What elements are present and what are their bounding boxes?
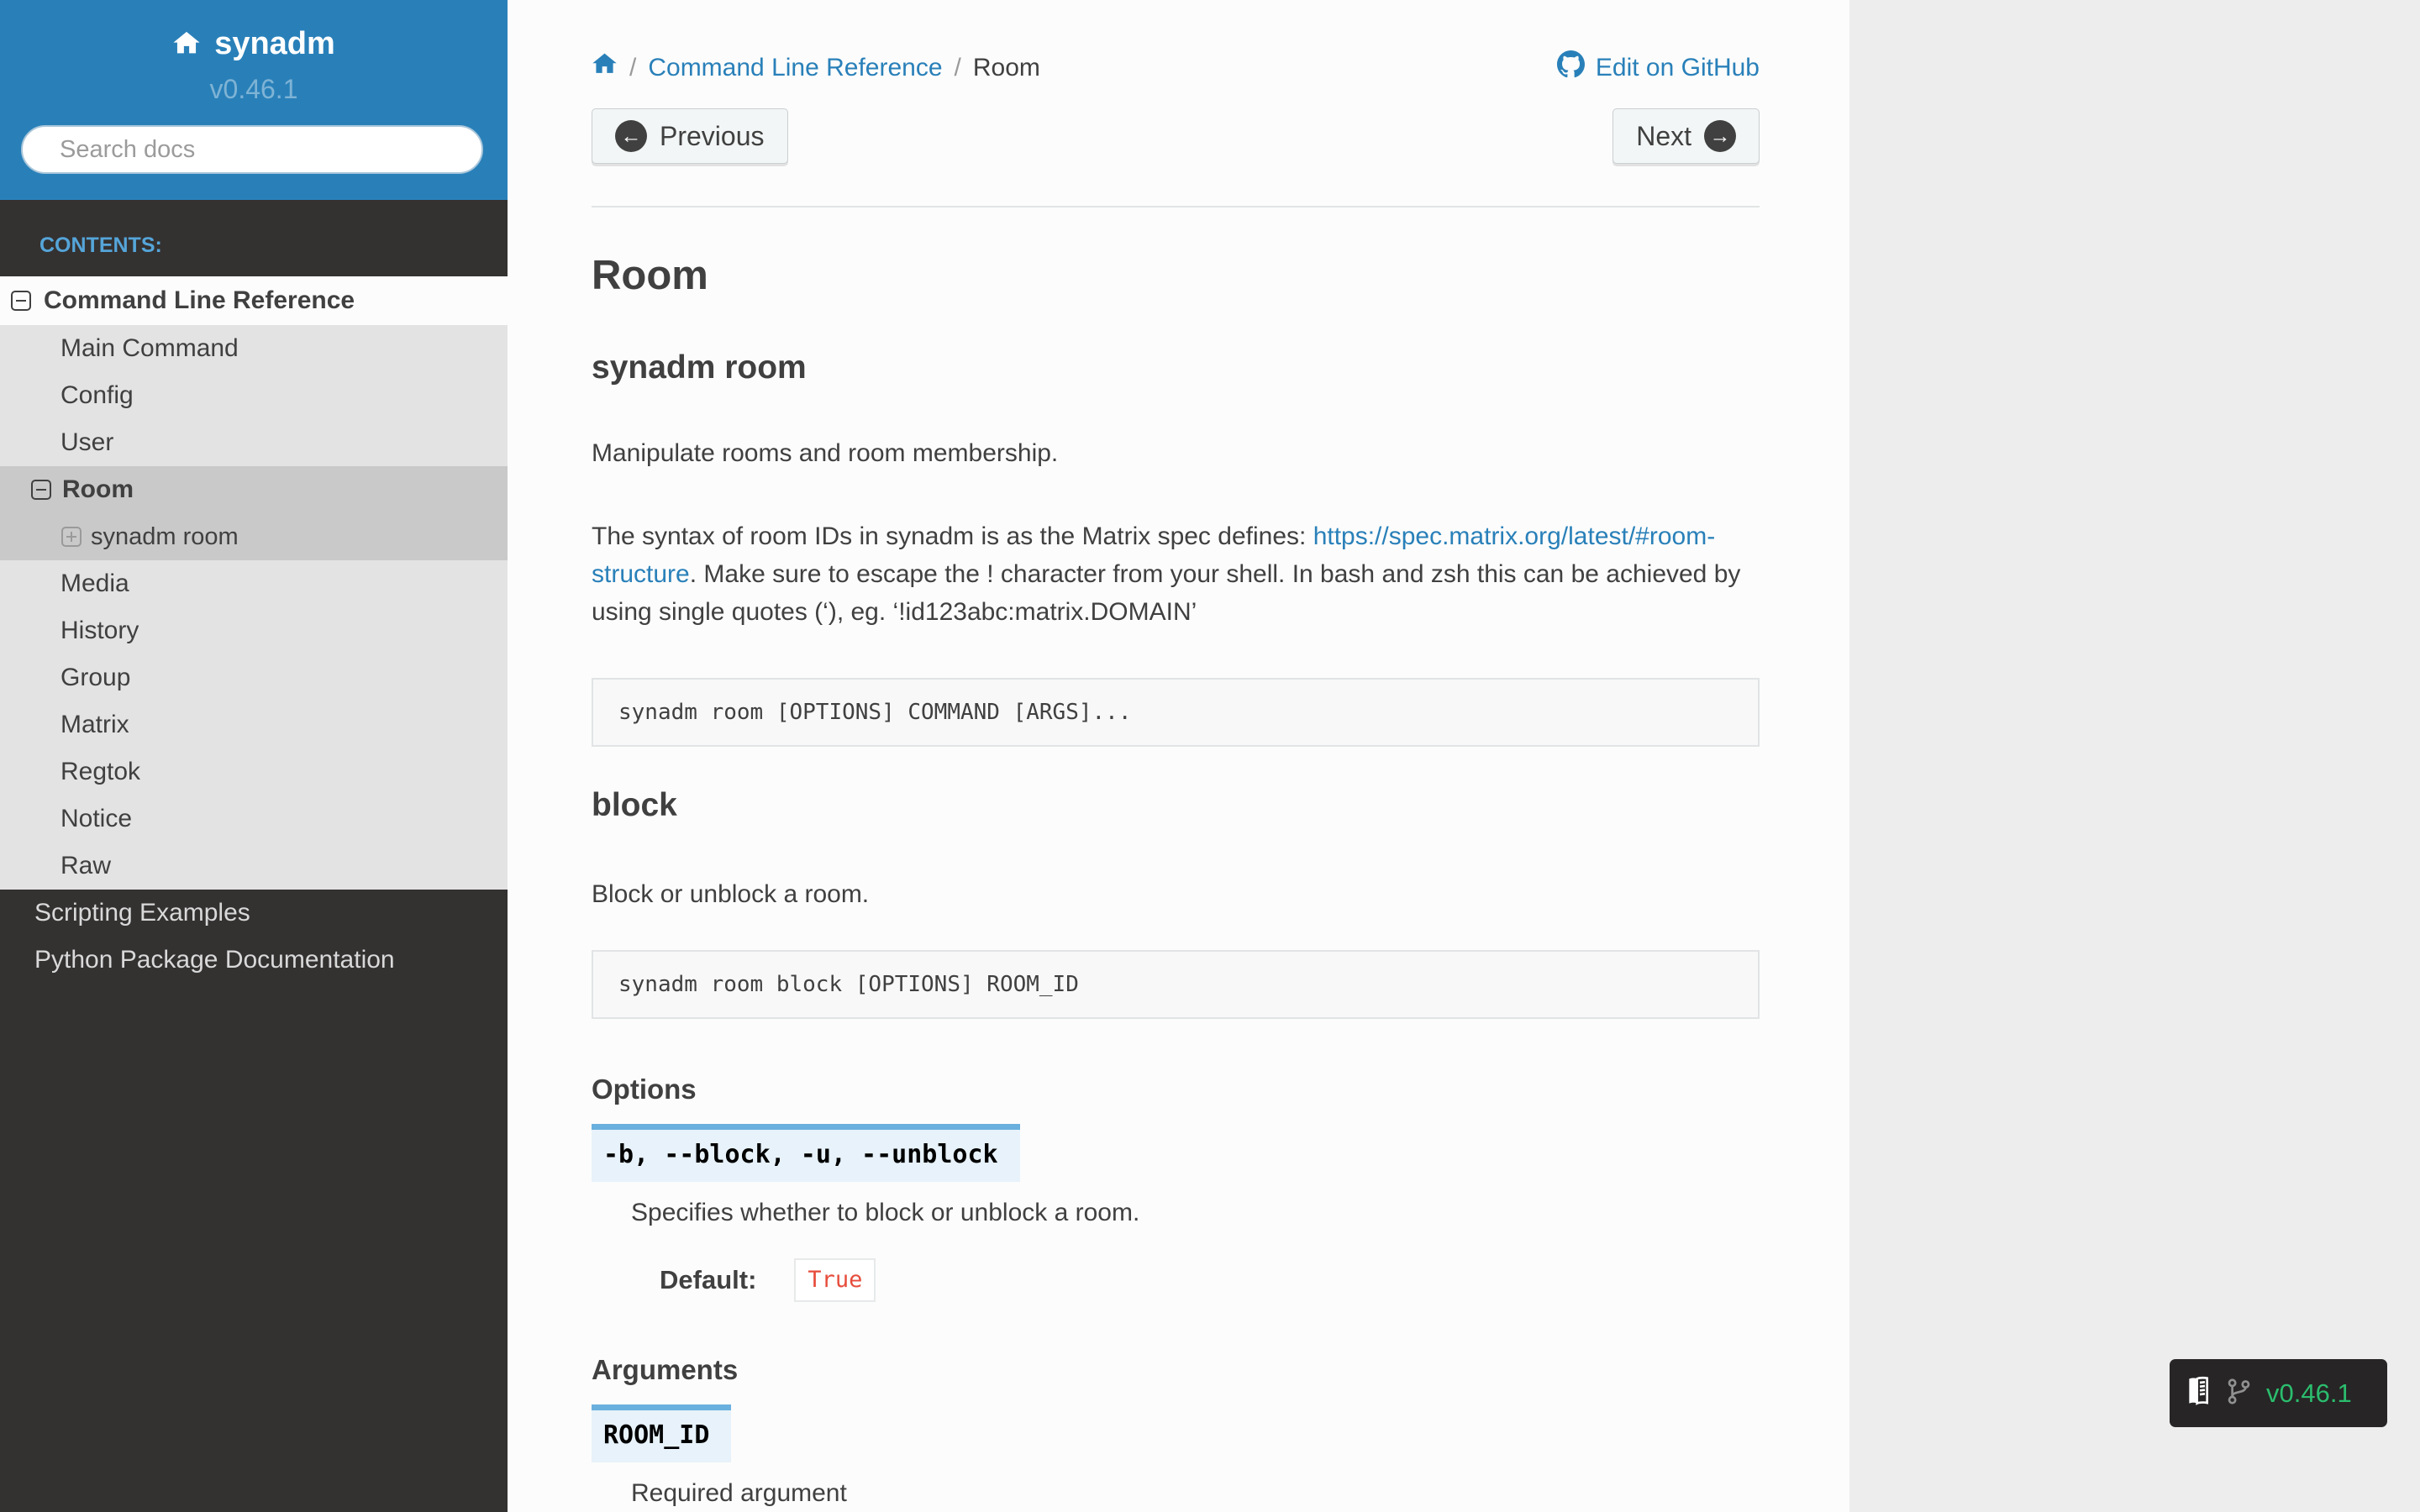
breadcrumb	[592, 0, 1760, 85]
breadcrumb-separator: /	[954, 53, 961, 81]
next-label: Next	[1636, 120, 1691, 151]
usage-code-block: synadm room [OPTIONS] COMMAND [ARGS]...	[592, 678, 1760, 747]
sidebar-item-label: Regtok	[60, 758, 141, 785]
block-usage-code-block: synadm room block [OPTIONS] ROOM_ID	[592, 950, 1760, 1019]
arrow-circle-left-icon: ←	[615, 120, 647, 152]
sidebar-caption: CONTENTS:	[39, 234, 162, 257]
sidebar-item-label: User	[60, 428, 114, 456]
sidebar-item-scripting-examples[interactable]	[0, 890, 508, 937]
option-default-line	[660, 1258, 1760, 1302]
expand-icon[interactable]	[61, 527, 82, 547]
sidebar-item-label: Matrix	[60, 711, 129, 738]
pager	[592, 108, 1760, 164]
sidebar-item-label: Media	[60, 570, 129, 597]
sidebar-item-label: Scripting Examples	[34, 899, 250, 927]
project-home-link[interactable]	[0, 25, 508, 62]
sidebar-item-main-command[interactable]	[0, 325, 508, 372]
default-value: True	[794, 1258, 876, 1302]
sidebar-item-media[interactable]	[0, 560, 508, 607]
breadcrumb-current: Room	[972, 53, 1040, 81]
sidebar-item-history[interactable]	[0, 607, 508, 654]
sidebar-item-label: Group	[60, 664, 131, 691]
sidebar-item-label: History	[60, 617, 139, 644]
sidebar-item-label: Command Line Reference	[44, 286, 355, 314]
sidebar-current-section	[0, 466, 508, 560]
collapse-icon[interactable]	[11, 291, 31, 311]
divider	[592, 206, 1760, 207]
sidebar-item-label: Python Package Documentation	[34, 946, 395, 974]
sidebar-item-python-package-documentation[interactable]	[0, 937, 508, 984]
breadcrumb-section-link[interactable]: Command Line Reference	[648, 53, 943, 81]
sidebar-item-label: synadm room	[91, 522, 239, 550]
sidebar-item-room[interactable]	[0, 466, 508, 513]
sidebar-item-regtok[interactable]	[0, 748, 508, 795]
intro-paragraph: Manipulate rooms and room membership.	[592, 439, 1059, 467]
git-branch-icon	[2228, 1378, 2250, 1410]
home-icon	[592, 51, 618, 84]
arguments-rubric: Arguments	[592, 1354, 739, 1385]
sidebar-item-notice[interactable]	[0, 795, 508, 843]
page-title: Room	[592, 253, 708, 298]
syntax-text-before: The syntax of room IDs in synadm is as the Matrix spec defines:	[592, 522, 1313, 550]
sidebar-item-label: Room	[62, 475, 134, 503]
sidebar-item-synadm-room[interactable]	[0, 513, 508, 560]
search-input[interactable]	[21, 125, 483, 174]
previous-label: Previous	[660, 120, 765, 151]
sidebar-item-config[interactable]	[0, 372, 508, 419]
breadcrumb-home-link[interactable]	[592, 51, 618, 84]
sidebar-item-raw[interactable]	[0, 843, 508, 890]
github-icon	[1557, 50, 1585, 85]
options-rubric: Options	[592, 1074, 697, 1105]
argument-help-text: Required argument	[631, 1479, 847, 1507]
matrix-spec-link-part1: https://spec.matrix.org/	[1313, 522, 1569, 550]
sidebar-subsection	[0, 325, 508, 890]
sidebar-item-command-line-reference[interactable]	[0, 276, 508, 325]
option-help-text: Specifies whether to block or unblock a room.	[631, 1199, 1140, 1226]
collapse-icon[interactable]	[31, 480, 51, 500]
sidebar-version: v0.46.1	[209, 74, 298, 104]
block-description: Block or unblock a room.	[592, 880, 870, 908]
next-button[interactable]	[1612, 108, 1760, 164]
syntax-paragraph	[592, 517, 1760, 631]
sidebar-item-group[interactable]	[0, 654, 508, 701]
sidebar-header	[0, 0, 508, 200]
arrow-circle-right-icon: →	[1704, 120, 1736, 152]
section-heading-synadm-room: synadm room	[592, 349, 807, 386]
edit-on-github-label: Edit on GitHub	[1595, 53, 1760, 81]
readthedocs-version-flyout[interactable]	[2170, 1359, 2387, 1427]
default-label: Default:	[660, 1265, 757, 1294]
sidebar	[0, 0, 508, 1512]
project-title: synadm	[214, 26, 335, 61]
book-icon	[2185, 1375, 2212, 1411]
option-flags-definition: -b, --block, -u, --unblock	[592, 1124, 1020, 1182]
sidebar-item-label: Main Command	[60, 334, 239, 362]
sidebar-item-label: Raw	[60, 852, 112, 879]
argument-name-definition: ROOM_ID	[592, 1404, 731, 1462]
syntax-text-after: . Make sure to escape the ! character from your shell. In bash and zsh this can be achieved by using single quotes (‘), eg. ‘!id123abc:matrix.DOMAIN’	[592, 560, 1741, 626]
previous-button[interactable]	[592, 108, 788, 164]
home-icon	[172, 29, 201, 58]
section-heading-block: block	[592, 787, 677, 823]
sidebar-item-label: Notice	[60, 805, 133, 832]
sidebar-item-label: Config	[60, 381, 134, 409]
flyout-version-label: v0.46.1	[2266, 1378, 2352, 1408]
sidebar-item-matrix[interactable]	[0, 701, 508, 748]
matrix-spec-link-part2: latest/#room-structure	[592, 522, 1716, 588]
main-content	[508, 0, 1849, 1512]
sidebar-item-user[interactable]	[0, 419, 508, 466]
breadcrumb-separator: /	[629, 53, 637, 81]
edit-on-github-link[interactable]	[1557, 50, 1760, 85]
